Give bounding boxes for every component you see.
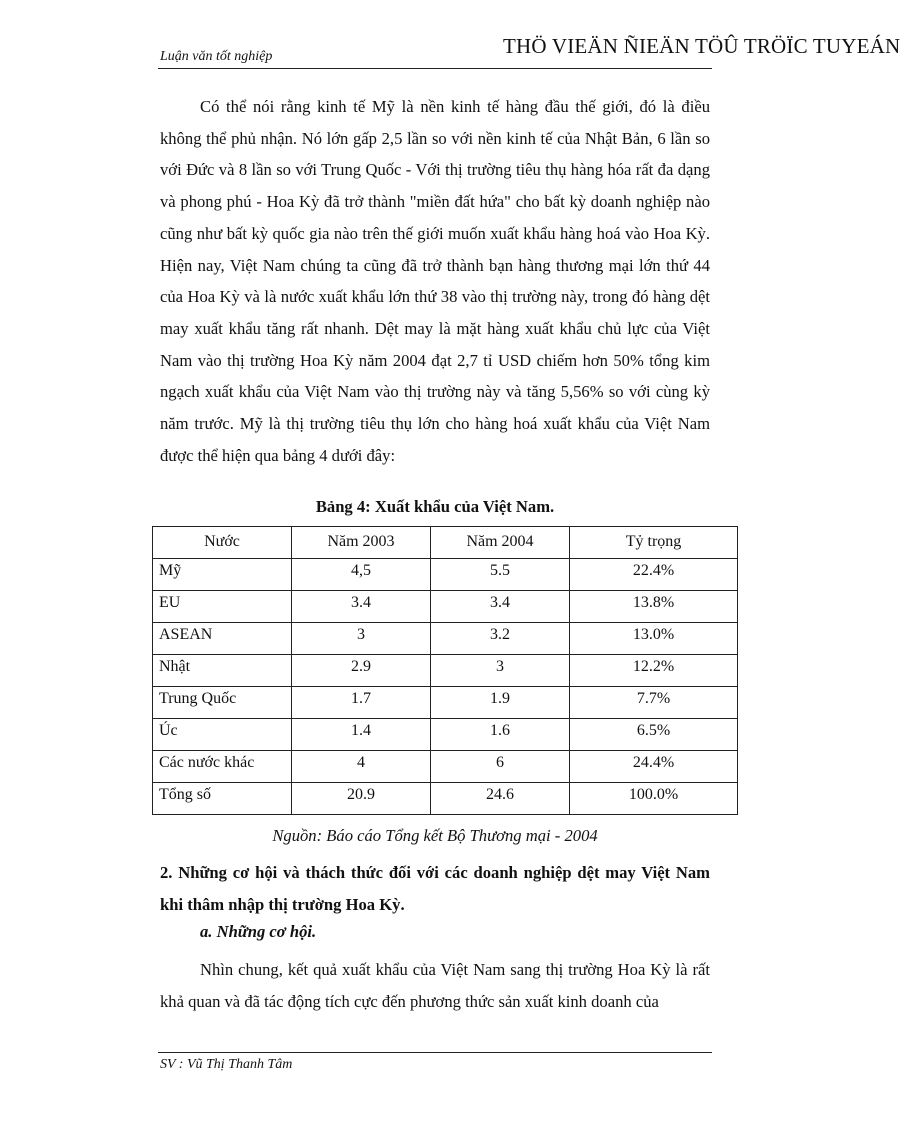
table-row	[153, 590, 738, 622]
table-title: Bảng 4: Xuất khẩu của Việt Nam.	[315, 497, 555, 516]
cell-share: 6.5%	[570, 718, 738, 750]
table-row	[153, 622, 738, 654]
cell-2004: 6	[431, 750, 570, 782]
table-row	[153, 654, 738, 686]
cell-country: Các nước khác	[153, 750, 292, 782]
cell-country: EU	[153, 590, 292, 622]
opportunities-paragraph: Nhìn chung, kết quả xuất khẩu của Việt Nam sang thị trường Hoa Kỳ là rất khả quan và đã tác động tích cực đến phương thức sản xuất kinh doanh của	[160, 960, 710, 1011]
cell-2003: 4,5	[292, 558, 431, 590]
cell-2003: 3.4	[292, 590, 431, 622]
table-row	[153, 686, 738, 718]
header-library-title: THÖ VIEÄN ÑIEÄN TÖÛ TRÖÏC TUYEÁN	[503, 34, 900, 58]
table-source-note: Nguồn: Báo cáo Tổng kết Bộ Thương mại - 2004	[272, 826, 598, 845]
header-divider	[158, 68, 712, 69]
cell-country: Tổng số	[153, 782, 292, 814]
cell-share: 22.4%	[570, 558, 738, 590]
cell-2004: 3.4	[431, 590, 570, 622]
footer-author: SV : Vũ Thị Thanh Tâm	[160, 1057, 293, 1072]
cell-country: Trung Quốc	[153, 686, 292, 718]
section-heading: 2. Những cơ hội và thách thức đối với các doanh nghiệp dệt may Việt Nam khi thâm nhập thị trường Hoa Kỳ.	[160, 863, 710, 914]
cell-2004: 5.5	[431, 558, 570, 590]
table-row	[153, 718, 738, 750]
cell-share: 24.4%	[570, 750, 738, 782]
subsection-heading: a. Những cơ hội.	[200, 922, 317, 941]
cell-2004: 1.9	[431, 686, 570, 718]
header-country: Nước	[153, 527, 292, 559]
header-year-2003: Năm 2003	[292, 527, 431, 559]
cell-2004: 24.6	[431, 782, 570, 814]
cell-share: 7.7%	[570, 686, 738, 718]
cell-2004: 3	[431, 654, 570, 686]
cell-country: Mỹ	[153, 558, 292, 590]
cell-share: 13.8%	[570, 590, 738, 622]
table-header-row	[153, 527, 738, 559]
export-table	[152, 526, 738, 815]
cell-2003: 1.4	[292, 718, 431, 750]
header-year-2004: Năm 2004	[431, 527, 570, 559]
table-total-row	[153, 782, 738, 814]
cell-2003: 4	[292, 750, 431, 782]
cell-country: Nhật	[153, 654, 292, 686]
header-share: Tỷ trọng	[570, 527, 738, 559]
table-row	[153, 558, 738, 590]
cell-country: ASEAN	[153, 622, 292, 654]
header-thesis-label: Luận văn tốt nghiệp	[160, 49, 273, 64]
cell-2003: 2.9	[292, 654, 431, 686]
footer-divider	[158, 1052, 712, 1053]
cell-2003: 20.9	[292, 782, 431, 814]
cell-share: 13.0%	[570, 622, 738, 654]
cell-share: 12.2%	[570, 654, 738, 686]
cell-2003: 1.7	[292, 686, 431, 718]
cell-share: 100.0%	[570, 782, 738, 814]
cell-2003: 3	[292, 622, 431, 654]
table-row	[153, 750, 738, 782]
cell-country: Úc	[153, 718, 292, 750]
intro-paragraph: Có thể nói rằng kinh tế Mỹ là nền kinh tế hàng đầu thế giới, đó là điều không thể phủ nhận. Nó lớn gấp 2,5 lần so với nền kinh tế của Nhật Bản, 6 lần so với Đức và 8 lần so với Trung Quốc - Với thị trường tiêu thụ hàng hóa rất đa dạng và phong phú - Hoa Kỳ đã trở thành "miền đất hứa" cho bất kỳ doanh nghiệp nào cũng như bất kỳ quốc gia nào trên thế giới muốn xuất khẩu hàng hoá vào Hoa Kỳ. Hiện nay, Việt Nam chúng ta cũng đã trở thành bạn hàng thương mại lớn thứ 44 của Hoa Kỳ và là nước xuất khẩu lớn thứ 38 vào thị trường này, trong đó hàng dệt may xuất khẩu tăng rất nhanh. Dệt may là mặt hàng xuất khẩu chủ lực của Việt Nam vào thị trường Hoa Kỳ năm 2004 đạt 2,7 tỉ USD chiếm hơn 50% tổng kim ngạch xuất khẩu của Việt Nam vào thị trường này và tăng 5,56% so với cùng kỳ năm trước. Mỹ là thị trường tiêu thụ lớn cho hàng hoá xuất khẩu của Việt Nam được thể hiện qua bảng 4 dưới đây:	[160, 97, 710, 465]
cell-2004: 3.2	[431, 622, 570, 654]
cell-2004: 1.6	[431, 718, 570, 750]
